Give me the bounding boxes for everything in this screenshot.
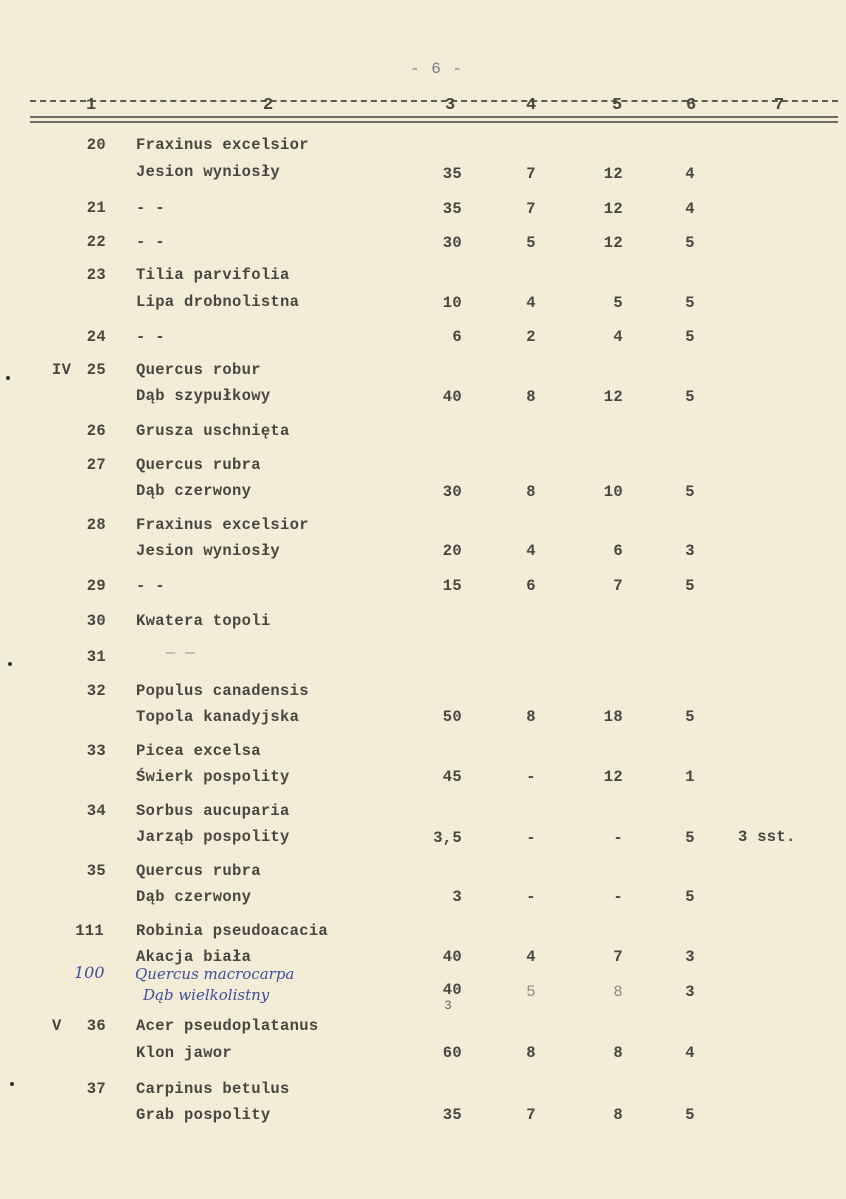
col3-value: 15 bbox=[442, 577, 462, 595]
column-header-1: 1 bbox=[86, 96, 97, 115]
column-header-4: 4 bbox=[526, 96, 537, 115]
polish-name: Klon jawor bbox=[136, 1044, 233, 1062]
ditto-mark: - - bbox=[136, 328, 165, 346]
latin-name: Picea excelsa bbox=[136, 742, 261, 760]
col4-value: 8 bbox=[526, 708, 536, 726]
latin-name: Fraxinus excelsior bbox=[136, 516, 309, 534]
col6-value: 4 bbox=[685, 1044, 695, 1062]
ditto-mark: - - bbox=[136, 577, 165, 595]
section-label: V bbox=[52, 1017, 62, 1035]
row-number: 21 bbox=[86, 199, 106, 217]
col3-value: 3 bbox=[452, 888, 462, 906]
row-number: 37 bbox=[86, 1080, 106, 1098]
polish-name: Dąb czerwony bbox=[136, 482, 252, 500]
column-header-6: 6 bbox=[686, 96, 697, 115]
col5-value: 12 bbox=[603, 768, 623, 786]
ditto-mark: - - bbox=[136, 199, 165, 217]
col4-value: - bbox=[526, 888, 536, 906]
row-number: 34 bbox=[86, 802, 106, 820]
col6-value: 5 bbox=[685, 234, 695, 252]
col4-value: - bbox=[526, 829, 536, 847]
polish-name: Topola kanadyjska bbox=[136, 708, 300, 726]
latin-name: Acer pseudoplatanus bbox=[136, 1017, 319, 1035]
header-double-rule-bottom bbox=[30, 121, 838, 123]
handwritten-latin-name: Quercus macrocarpa bbox=[135, 965, 295, 983]
latin-name: Grusza uschnięta bbox=[136, 422, 290, 440]
col4-value: 6 bbox=[526, 577, 536, 595]
polish-name: Jarząb pospolity bbox=[136, 828, 290, 846]
col5-value: 7 bbox=[613, 577, 623, 595]
latin-name: Quercus rubra bbox=[136, 456, 261, 474]
col3-value: 30 bbox=[442, 483, 462, 501]
polish-name: Lipa drobnolistna bbox=[136, 293, 300, 311]
col6-value: 5 bbox=[685, 708, 695, 726]
col6-value: 5 bbox=[685, 294, 695, 312]
col5-value: 12 bbox=[603, 165, 623, 183]
col6-value: 5 bbox=[685, 1106, 695, 1124]
col3-note: 3 bbox=[444, 998, 452, 1013]
margin-speck bbox=[10, 1082, 14, 1086]
margin-speck bbox=[8, 662, 12, 666]
row-number: 30 bbox=[86, 612, 106, 630]
column-header-7: 7 bbox=[774, 96, 785, 115]
polish-name: Grab pospolity bbox=[136, 1106, 271, 1124]
latin-name: Tilia parvifolia bbox=[136, 266, 290, 284]
col3-value: 3,5 bbox=[433, 829, 462, 847]
col3-value: 60 bbox=[442, 1044, 462, 1062]
ditto-mark: — — bbox=[166, 644, 195, 662]
handwritten-row-number: 100 bbox=[74, 963, 105, 982]
col5-value: 10 bbox=[603, 483, 623, 501]
latin-name: Kwatera topoli bbox=[136, 612, 271, 630]
col6-value: 5 bbox=[685, 483, 695, 501]
latin-name: Carpinus betulus bbox=[136, 1080, 290, 1098]
latin-name: Sorbus aucuparia bbox=[136, 802, 290, 820]
col4-value: 8 bbox=[526, 388, 536, 406]
col5-value: 8 bbox=[613, 1044, 623, 1062]
col4-value: 7 bbox=[526, 200, 536, 218]
col6-value: 4 bbox=[685, 200, 695, 218]
col5-value: 18 bbox=[603, 708, 623, 726]
polish-name: Świerk pospolity bbox=[136, 768, 290, 786]
row-number: 20 bbox=[86, 136, 106, 154]
col6-value: 3 bbox=[685, 983, 695, 1001]
polish-name: Dąb czerwony bbox=[136, 888, 252, 906]
col3-value: 40 bbox=[442, 388, 462, 406]
col6-value: 5 bbox=[685, 829, 695, 847]
latin-name: Quercus robur bbox=[136, 361, 261, 379]
col4-value: 5 bbox=[526, 983, 536, 1001]
handwritten-polish-name: Dąb wielkolistny bbox=[143, 986, 270, 1004]
col4-value: 7 bbox=[526, 1106, 536, 1124]
col5-value: 6 bbox=[613, 542, 623, 560]
polish-name: Jesion wyniosły bbox=[136, 163, 281, 181]
col5-value: - bbox=[613, 888, 623, 906]
col3-value: 35 bbox=[442, 1106, 462, 1124]
row-number: 24 bbox=[86, 328, 106, 346]
row-number: 33 bbox=[86, 742, 106, 760]
col6-value: 5 bbox=[685, 577, 695, 595]
col3-value: 6 bbox=[452, 328, 462, 346]
col3-value: 10 bbox=[442, 294, 462, 312]
latin-name: Fraxinus excelsior bbox=[136, 136, 309, 154]
col4-value: 5 bbox=[526, 234, 536, 252]
row-number: 32 bbox=[86, 682, 106, 700]
col5-value: 12 bbox=[603, 234, 623, 252]
col5-value: 8 bbox=[613, 1106, 623, 1124]
page-number: - 6 - bbox=[410, 60, 464, 78]
latin-name: Robinia pseudoacacia bbox=[136, 922, 329, 940]
col3-value: 35 bbox=[442, 165, 462, 183]
polish-name: Jesion wyniosły bbox=[136, 542, 281, 560]
column-header-3: 3 bbox=[445, 96, 456, 115]
polish-name: Akacja biała bbox=[136, 948, 252, 966]
col3-value: 45 bbox=[442, 768, 462, 786]
row-number: 23 bbox=[86, 266, 106, 284]
row-number: 111 bbox=[75, 922, 104, 940]
col7-value: 3 sst. bbox=[738, 828, 796, 846]
col4-value: 8 bbox=[526, 483, 536, 501]
col5-value: 5 bbox=[613, 294, 623, 312]
col5-value: - bbox=[613, 829, 623, 847]
col4-value: 7 bbox=[526, 165, 536, 183]
col6-value: 1 bbox=[685, 768, 695, 786]
col5-value: 8 bbox=[613, 983, 623, 1001]
col4-value: 8 bbox=[526, 1044, 536, 1062]
header-double-rule-top bbox=[30, 116, 838, 118]
col6-value: 5 bbox=[685, 328, 695, 346]
row-number: 28 bbox=[86, 516, 106, 534]
col6-value: 3 bbox=[685, 948, 695, 966]
col4-value: - bbox=[526, 768, 536, 786]
col6-value: 4 bbox=[685, 165, 695, 183]
latin-name: Quercus rubra bbox=[136, 862, 261, 880]
row-number: 29 bbox=[86, 577, 106, 595]
column-header-5: 5 bbox=[612, 96, 623, 115]
row-number: 31 bbox=[86, 648, 106, 666]
col6-value: 5 bbox=[685, 888, 695, 906]
col5-value: 7 bbox=[613, 948, 623, 966]
col5-value: 4 bbox=[613, 328, 623, 346]
col4-value: 4 bbox=[526, 294, 536, 312]
col6-value: 3 bbox=[685, 542, 695, 560]
row-number: 27 bbox=[86, 456, 106, 474]
col4-value: 4 bbox=[526, 948, 536, 966]
col3-value: 30 bbox=[442, 234, 462, 252]
row-number: 26 bbox=[86, 422, 106, 440]
col5-value: 12 bbox=[603, 200, 623, 218]
row-number: 22 bbox=[86, 233, 106, 251]
latin-name: Populus canadensis bbox=[136, 682, 309, 700]
row-number: 25 bbox=[86, 361, 106, 379]
col3-value: 20 bbox=[442, 542, 462, 560]
col3-value: 40 bbox=[442, 948, 462, 966]
margin-speck bbox=[6, 376, 10, 380]
col4-value: 2 bbox=[526, 328, 536, 346]
ditto-mark: - - bbox=[136, 233, 165, 251]
col3-value: 40 bbox=[442, 981, 462, 999]
column-header-2: 2 bbox=[263, 96, 274, 115]
row-number: 35 bbox=[86, 862, 106, 880]
col3-value: 50 bbox=[442, 708, 462, 726]
header-dashed-rule bbox=[30, 100, 838, 102]
col3-value: 35 bbox=[442, 200, 462, 218]
col4-value: 4 bbox=[526, 542, 536, 560]
col5-value: 12 bbox=[603, 388, 623, 406]
polish-name: Dąb szypułkowy bbox=[136, 387, 271, 405]
row-number: 36 bbox=[86, 1017, 106, 1035]
section-label: IV bbox=[52, 361, 72, 379]
col6-value: 5 bbox=[685, 388, 695, 406]
